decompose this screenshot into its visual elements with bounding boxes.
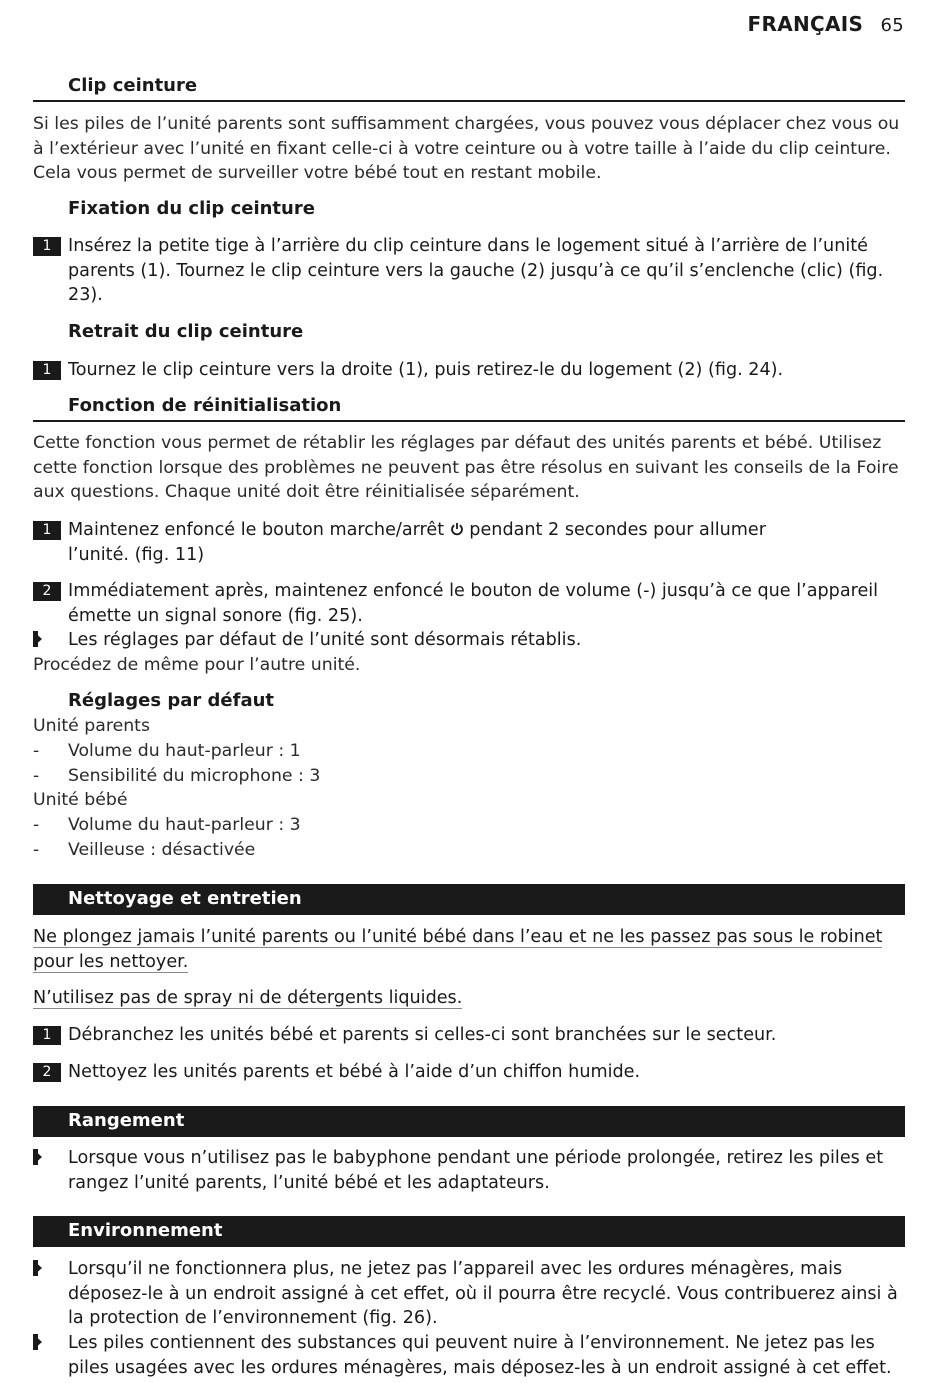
bullet-icon — [33, 1334, 43, 1352]
step-text: Débranchez les unités bébé et parents si celles-ci sont branchées sur le secteur. — [68, 1025, 777, 1045]
reset-result — [33, 628, 913, 653]
reset-repeat: Procédez de même pour l’autre unité. — [33, 655, 361, 675]
step-number: 1 — [33, 361, 61, 380]
section-bar-environment — [33, 1216, 905, 1247]
bullet-text: Lorsque vous n’utilisez pas le babyphone pendant une période prolongée, retirez les piles et rangez l’unité parents, l’unité bébé et les adaptateurs. — [68, 1148, 884, 1193]
bullet-icon — [33, 1149, 43, 1167]
subsection-title-remove: Retrait du clip ceinture — [68, 321, 304, 342]
cleaning-warning-2: N’utilisez pas de spray ni de détergents liquides. — [33, 988, 463, 1008]
subsection-title-defaults: Réglages par défaut — [68, 690, 275, 711]
step-number: 2 — [33, 1063, 61, 1082]
manual-page: FRANÇAIS 65 Clip ceinture Si les piles de l’unité parents sont suffisamment chargées, vous pouvez vous déplacer chez vous ou à l’extérieur avec l’unité en fixant celle-ci à votre ceinture ou à votre taille à l’aide du clip ceinture. Cela vous permet de surveiller votre bébé tout en restant mobile. Fixation du clip ceinture 1 Insérez la petite tige à l’arrière du clip ceinture dans le logement situé à l’arrière de l’unité parents (1). Tournez le clip ceinture vers la gauche (2) jusqu’à ce qu’il s’enclenche (clic) (fig. 23). Retrait du clip ceinture 1 Tournez le clip ceinture vers la droite (1), puis retirez-le du logement (2) (fig. 24). Fonction de réinitialisation Cette fonction vous permet de rétablir les réglages par défaut des unités parents et bébé. Utilisez cette fonction lorsque des problèmes ne peuvent pas être résolus en suivant les conseils de la Foire aux questions. Chaque unité doit être réinitialisée séparément. 1 Maintenez enfoncé le bouton marche/arrêt pendant 2 secondes pour allumer l’unité. (fig. 11) 2 Immédiatement après, maintenez enfoncé le bouton de volume (-) jusqu’à ce que l’appareil émette un signal sonore (fig. 25). Les réglages par défaut de l’unité sont désormais rétablis. Procédez de même pour l’autre unité. Réglages par défaut Unité parents - Volume du haut-parleur : 1 - Sensibilité du microphone : 3 Unité bébé - Volume du haut-parleur : 3 - Veilleuse : désactivée Nettoyage et entretien Ne plongez jamais l’unité parents ou l’unité bébé dans l’eau et ne les passez pas sous le robinet pour les nettoyer. N’utilisez pas de spray ni de détergents liquides. 1 Débranchez les unités bébé et parents si celles-ci sont branchées sur le secteur. 2 Nettoyez les unités parents et bébé à l’aide d’un chiffon humide. Rangement Lorsque vous n’utilisez pas le babyphone pendant une période prolongée, retirez les piles et rangez l’unité parents, l’unité bébé et les adaptateurs. Environnement Lorsqu’il ne fonctionnera plus, ne jetez pas l’appareil avec les ordures ménagères, mais déposez-le à un endroit assigné à cet effet, où il pourra être recyclé. Vous contribuerez ainsi à la protection de l’environnement (fig. 26). Les piles contiennent des substances qui peuvent nuire à l’environnement. Ne jetez pas les piles usagées avec les ordures ménagères, mais déposez-les à un endroit assigné à cet effet. — [0, 0, 950, 1383]
bullet-icon — [33, 1260, 43, 1278]
running-header — [748, 12, 904, 36]
cleaning-step-2 — [33, 1060, 913, 1085]
clip-intro: Si les piles de l’unité parents sont suffisamment chargées, vous pouvez vous déplacer chez vous ou à l’extérieur avec l’unité en fixant celle-ci à votre ceinture ou à votre taille à l’aide du clip ceinture. Cela vous permet de surveiller votre bébé tout en restant mobile. — [33, 114, 900, 184]
language-label: FRANÇAIS — [747, 12, 864, 36]
power-icon — [450, 522, 464, 536]
reset-step-1 — [33, 518, 913, 568]
section-rule — [33, 100, 905, 102]
step-text: Tournez le clip ceinture vers la droite (1), puis retirez-le du logement (2) (fig. 24). — [68, 360, 784, 380]
bullet-text: Lorsqu’il ne fonctionnera plus, ne jetez pas l’appareil avec les ordures ménagères, mais déposez-le à un endroit assigné à cet effet, où il pourra être recyclé. Vous contribuerez ainsi à la protection de l’environnement (fig. 26). — [68, 1259, 898, 1329]
section-rule — [33, 420, 905, 422]
step-text: Maintenez enfoncé le bouton marche/arrêt — [68, 520, 445, 540]
section-title: Environnement — [68, 1220, 223, 1241]
parent-unit-label: Unité parents — [33, 716, 150, 736]
step-number: 1 — [33, 1026, 61, 1045]
section-title: Rangement — [68, 1110, 185, 1131]
environment-item-2 — [33, 1331, 913, 1381]
step-number: 2 — [33, 582, 61, 601]
step-number: 1 — [33, 521, 61, 540]
step-text: Immédiatement après, maintenez enfoncé le bouton de volume (-) jusqu’à ce que l’appareil émette un signal sonore (fig. 25). — [68, 581, 879, 626]
fix-step — [33, 234, 913, 309]
reset-step-2 — [33, 579, 913, 629]
step-text: Nettoyez les unités parents et bébé à l’aide d’un chiffon humide. — [68, 1062, 641, 1082]
baby-unit-label: Unité bébé — [33, 790, 128, 810]
step-text: l’unité. (fig. 11) — [68, 544, 205, 565]
bullet-icon — [33, 631, 43, 649]
step-text: Insérez la petite tige à l’arrière du clip ceinture dans le logement situé à l’arrière de l’unité parents (1). Tournez le clip ceinture vers la gauche (2) jusqu’à ce qu’il s’enclenche (clic) (fig. 23). — [68, 236, 884, 306]
cleaning-warning-1: Ne plongez jamais l’unité parents ou l’unité bébé dans l’eau et ne les passez pas sous le robinet pour les nettoyer. — [33, 927, 883, 972]
section-title-clip: Clip ceinture — [68, 75, 198, 96]
section-title-reset: Fonction de réinitialisation — [68, 395, 342, 416]
step-number: 1 — [33, 237, 61, 256]
remove-step — [33, 358, 913, 383]
page-number: 65 — [880, 15, 904, 36]
environment-item-1 — [33, 1257, 913, 1332]
cleaning-step-1 — [33, 1023, 913, 1048]
section-title: Nettoyage et entretien — [68, 888, 302, 909]
result-text: Les réglages par défaut de l’unité sont désormais rétablis. — [68, 630, 582, 650]
section-bar-cleaning — [33, 884, 905, 915]
reset-intro: Cette fonction vous permet de rétablir les réglages par défaut des unités parents et bébé. Utilisez cette fonction lorsque des problèmes ne peuvent pas être résolus en suivant les conseils de la Foire aux questions. Chaque unité doit être réinitialisée séparément. — [33, 433, 899, 503]
subsection-title-fix: Fixation du clip ceinture — [68, 198, 315, 219]
section-bar-storage — [33, 1106, 905, 1137]
bullet-text: Les piles contiennent des substances qui peuvent nuire à l’environnement. Ne jetez pas les piles usagées avec les ordures ménagères, mais déposez-les à un endroit assigné à cet effet. — [68, 1333, 892, 1378]
step-text: pendant 2 secondes pour allumer — [469, 520, 766, 540]
storage-item — [33, 1146, 913, 1196]
